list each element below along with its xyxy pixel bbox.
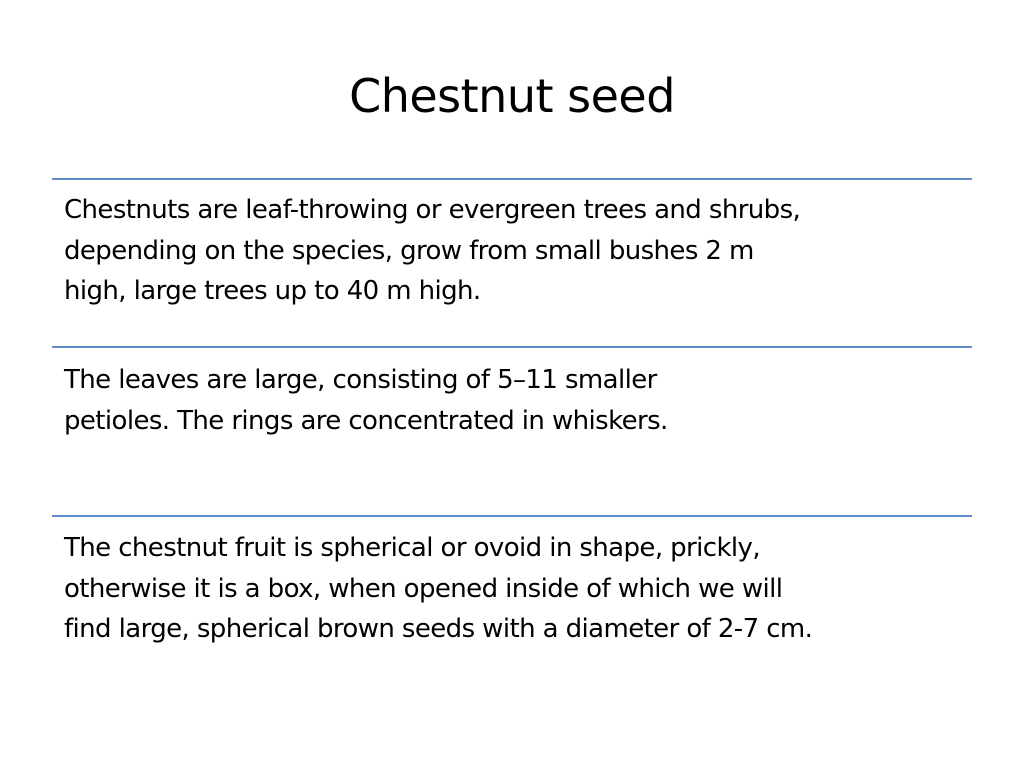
section-1-line-3: high, large trees up to 40 m high. — [64, 276, 481, 306]
section-1-line-2: depending on the species, grow from small bushes 2 m — [64, 235, 754, 266]
content-section-3 — [52, 515, 972, 685]
content-section-1 — [52, 178, 972, 348]
section-3-line-3: find large, spherical brown seeds with a diameter of 2-7 cm. — [64, 614, 813, 644]
slide-title: Chestnut seed — [349, 69, 675, 123]
section-2-line-1: The leaves are large, consisting of 5–11 smaller — [64, 365, 657, 395]
section-2-text — [52, 348, 972, 441]
content-section-2 — [52, 346, 972, 516]
section-3-line-2: otherwise it is a box, when opened inside of which we will — [64, 573, 783, 604]
section-3-text — [52, 517, 972, 650]
section-1-line-1: Chestnuts are leaf-throwing or evergreen trees and shrubs, — [64, 195, 801, 225]
section-2-line-2: petioles. The rings are concentrated in whiskers. — [64, 405, 668, 436]
section-1-text — [52, 180, 972, 312]
section-3-line-1: The chestnut fruit is spherical or ovoid in shape, prickly, — [64, 533, 760, 563]
